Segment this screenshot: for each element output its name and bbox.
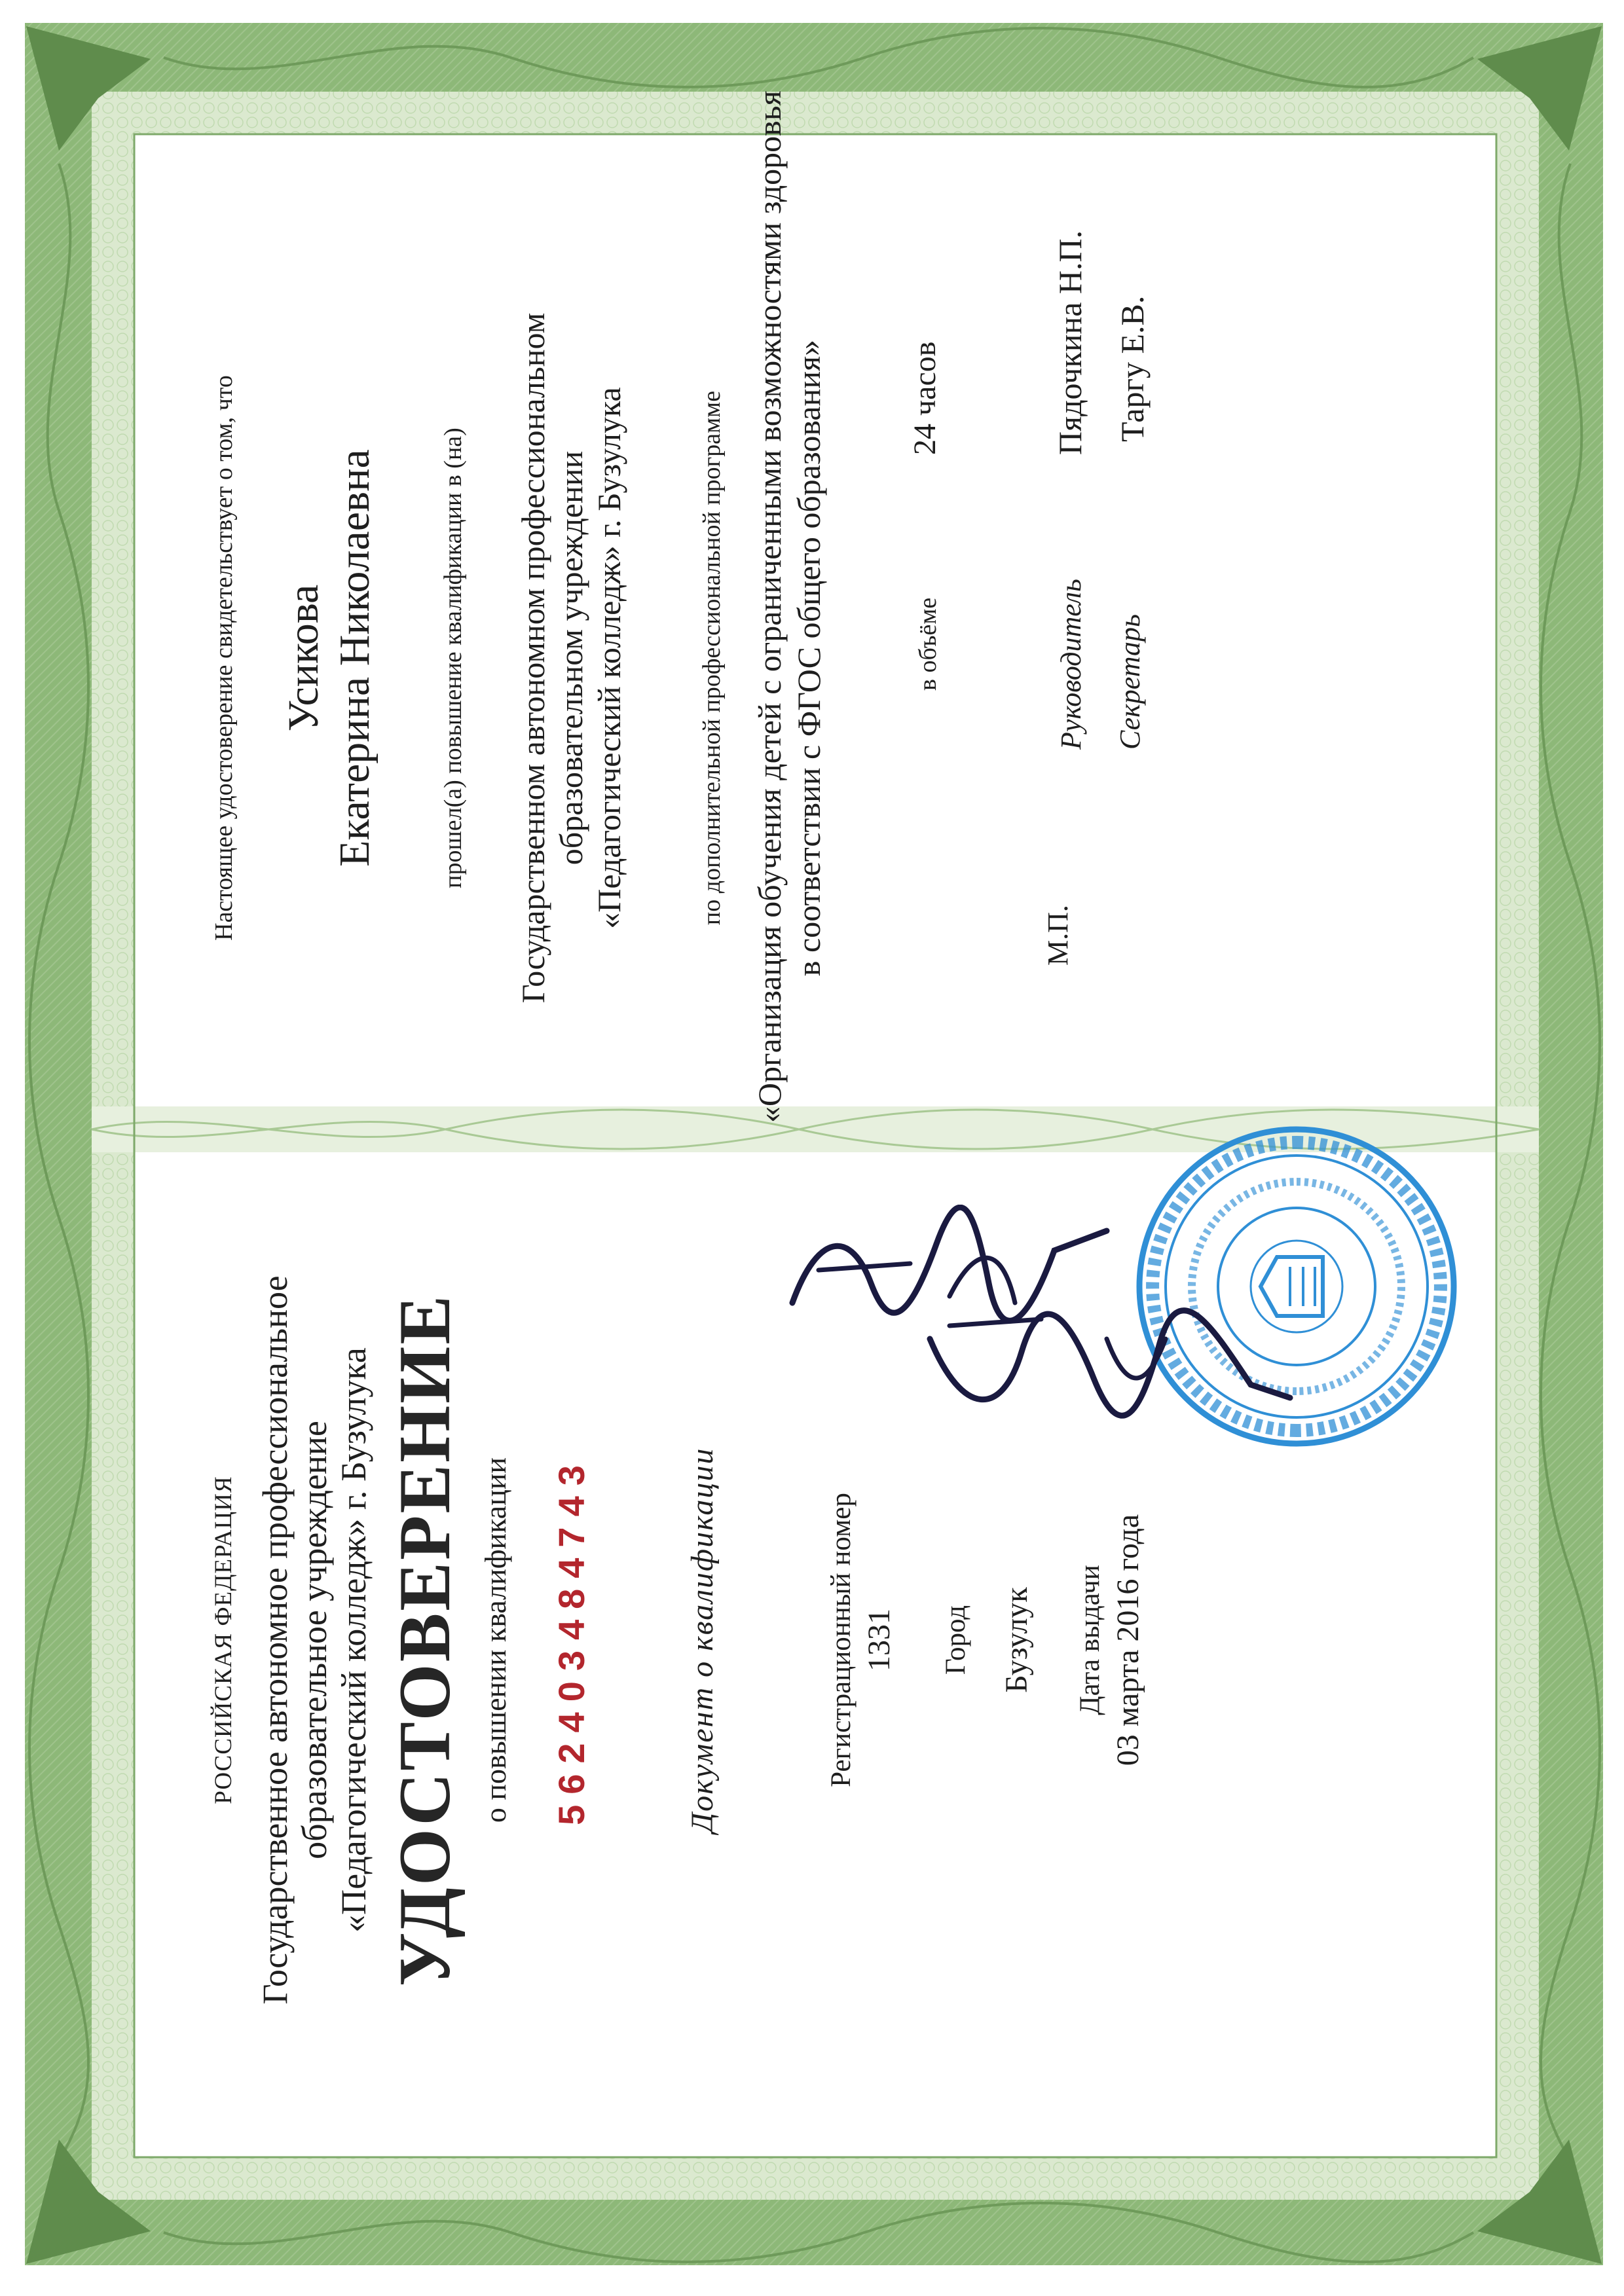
volume-label: в объёме [914,597,942,691]
city-value: Бузулук [999,1587,1034,1693]
registration-number-label: Регистрационный номер [826,1493,857,1787]
city-label: Город [940,1605,971,1675]
passed-text: прошел(а) повышение квалификации в (на) [439,428,467,888]
volume-value: 24 часов [908,341,942,455]
document-type: Документ о квалификации [685,1447,720,1833]
institution-line: образовательном учреждении [553,450,589,866]
issuer-org-line: Государственное автономное профессиональное [255,1275,295,2005]
holder-given-names: Екатерина Николаевна [331,449,378,867]
country-label: РОССИЙСКАЯ ФЕДЕРАЦИЯ [210,1476,237,1804]
head-name: Пядочкина Н.П. [1052,230,1088,455]
institution [514,193,628,1123]
issuer-org-line: образовательное учреждение [295,1421,334,1859]
issue-date-label: Дата выдачи [1075,1565,1105,1715]
seal-label: М.П. [1042,905,1074,966]
certificate-number: 562403484743 [551,1455,592,1825]
issuer-org-line: «Педагогический колледж» г. Бузулука [334,1347,373,1933]
issuer-org [255,1214,373,2066]
document-title: УДОСТОВЕРЕНИЕ [384,1293,466,1987]
holder-surname: Усикова [280,584,327,732]
program-title-line: в соответствии с ФГОС общего образования» [790,339,827,977]
secretary-signature [910,1300,1303,1430]
program-title [750,90,828,1123]
program-title-line: «Организация обучения детей с ограниченными возможностями здоровья [751,90,788,1123]
head-role: Руководитель [1055,579,1087,750]
document-subtitle: о повышении квалификации [479,1457,512,1823]
holder-name [278,193,380,1123]
secretary-role: Секретарь [1114,613,1146,750]
issue-date-value: 03 марта 2016 года [1111,1514,1145,1766]
secretary-name: Таргу Е.В. [1114,295,1151,442]
program-label: по дополнительной профессиональной программе [698,390,726,926]
registration-number-value: 1331 [862,1609,896,1671]
institution-line: «Педагогический колледж» г. Бузулука [591,387,627,929]
institution-line: Государственном автономном профессиональном [515,312,551,1004]
intro-text: Настоящее удостоверение свидетельствует о том, что [210,375,238,941]
